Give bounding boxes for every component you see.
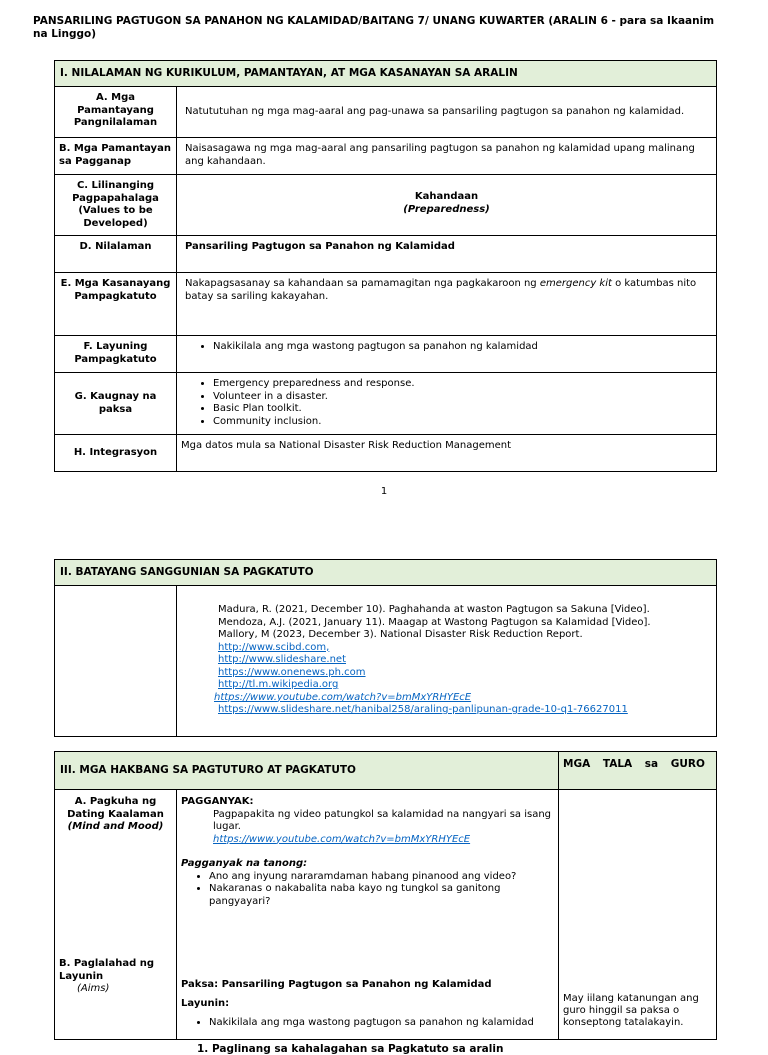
row-c-value-cell: [177, 175, 717, 236]
teaching-steps-table: [54, 751, 717, 1040]
row-e-value-post: o katumbas nito batay sa sariling kakayahan.: [185, 278, 696, 302]
paksa-text: Paksa: Pansariling Pagtugon sa Panahon ng Kalamidad: [181, 979, 553, 992]
steps-label-cell: [55, 790, 177, 1040]
pagganyak-title: PAGGANYAK:: [181, 796, 554, 809]
row-g-value: [177, 373, 717, 435]
list-item: • Volunteer in a disaster.: [213, 391, 708, 404]
section2-header: II. BATAYANG SANGGUNIAN SA PAGKATUTO: [55, 560, 717, 586]
row-g-label: G. Kaugnay na paksa: [55, 373, 177, 435]
row-b-value: Naisasagawa ng mga mag-aaral ang pansariling pagtugon sa panahon ng kalamidad upang malinang ang kahandaan.: [177, 138, 717, 175]
steps-content-cell: [177, 790, 559, 1040]
step-b-label-en: (Aims): [59, 983, 171, 996]
reference-link[interactable]: http://www.slideshare.net: [218, 654, 346, 665]
note-b: May iilang katanungan ang guro hinggil sa paksa o konseptong tatalakayin.: [563, 993, 711, 1029]
row-f-label: F. Layuning Pampagkatuto: [55, 336, 177, 373]
references-cell: [177, 586, 717, 737]
section1-header: I. NILALAMAN NG KURIKULUM, PAMANTAYAN, AT MGA KASANAYAN SA ARALIN: [55, 61, 717, 87]
list-item: • Nakikilala ang mga wastong pagtugon sa panahon ng kalamidad: [209, 1017, 553, 1030]
reference-link[interactable]: https://www.slideshare.net/hanibal258/araling-panlipunan-grade-10-q1-76627011: [218, 704, 628, 715]
row-d-value: Pansariling Pagtugon sa Panahon ng Kalamidad: [177, 236, 717, 273]
row-d-label: D. Nilalaman: [55, 236, 177, 273]
reference-link[interactable]: http://www.scibd.com,: [218, 642, 329, 653]
row-c-value: Kahandaan: [185, 191, 708, 204]
reference-link[interactable]: http://tl.m.wikipedia.org: [218, 679, 338, 690]
layunin-title: Layunin:: [181, 998, 553, 1011]
reference-item: Madura, R. (2021, December 10). Paghahanda at waston Pagtugon sa Sakuna [Video].: [218, 604, 708, 617]
row-e-value-pre: Nakapagsasanay sa kahandaan sa pamamagitan nga pagkakaroon ng: [185, 278, 540, 289]
row-a-value: Natututuhan ng mga mag-aaral ang pag-unawa sa pansariling pagtugon sa panahon ng kalamidad.: [177, 87, 717, 138]
list-item: • Nakaranas o nakabalita naba kayo ng tungkol sa ganitong pangyayari?: [209, 883, 554, 908]
pagganyak-link[interactable]: https://www.youtube.com/watch?v=bmMxYRHYEcE: [213, 834, 470, 845]
step-a-label-en: (Mind and Mood): [57, 821, 174, 834]
section3-header: III. MGA HAKBANG SA PAGTUTURO AT PAGKATUTO: [55, 752, 559, 790]
step-a-label: A. Pagkuha ng Dating Kaalaman: [57, 796, 174, 821]
list-item: • Community inclusion.: [213, 416, 708, 429]
row-f-value: [177, 336, 717, 373]
document-title: PANSARILING PAGTUGON SA PANAHON NG KALAMIDAD/BAITANG 7/ UNANG KUWARTER (ARALIN 6 - para sa Ikaanim na Linggo): [33, 15, 723, 41]
page-number: 1: [0, 486, 768, 497]
notes-header: MGA TALA sa GURO: [559, 752, 717, 790]
references-empty-cell: [55, 586, 177, 737]
list-item: • Basic Plan toolkit.: [213, 403, 708, 416]
row-b-label: B. Mga Pamantayan sa Pagganap: [55, 138, 177, 175]
tanong-title: Pagganyak na tanong:: [181, 858, 554, 871]
list-item: • Emergency preparedness and response.: [213, 378, 708, 391]
row-c-value-en: (Preparedness): [185, 204, 708, 217]
reference-item: Mallory, M (2023, December 3). National Disaster Risk Reduction Report.: [218, 629, 708, 642]
row-a-label: A. Mga Pamantayang Pangnilalaman: [55, 87, 177, 138]
row-e-label: E. Mga Kasanayang Pampagkatuto: [55, 273, 177, 336]
row-e-value-em: emergency kit: [540, 278, 612, 289]
reference-link[interactable]: https://www.youtube.com/watch?v=bmMxYRHYEcE: [214, 692, 471, 703]
step1-heading: 1. Paglinang sa kahalagahan sa Pagkatuto sa aralin: [181, 1043, 553, 1055]
curriculum-table: [54, 60, 717, 472]
list-item: • Ano ang inyung nararamdaman habang pinanood ang video?: [209, 871, 554, 884]
notes-cell: [559, 790, 717, 1040]
reference-link[interactable]: https://www.onenews.ph.com: [218, 667, 366, 678]
row-c-label: C. Lilinanging Pagpapahalaga (Values to be Developed): [55, 175, 177, 236]
row-h-value: Mga datos mula sa National Disaster Risk Reduction Management: [177, 435, 717, 472]
references-table: [54, 559, 717, 737]
pagganyak-text: Pagpapakita ng video patungkol sa kalamidad na nangyari sa isang lugar.: [181, 809, 554, 834]
reference-item: Mendoza, A.J. (2021, January 11). Maagap at Wastong Pagtugon sa Kalamidad [Video].: [218, 617, 708, 630]
row-h-label: H. Integrasyon: [55, 435, 177, 472]
row-e-value: [177, 273, 717, 336]
list-item: • Nakikilala ang mga wastong pagtugon sa panahon ng kalamidad: [213, 341, 708, 354]
step-b-label: B. Paglalahad ng Layunin: [59, 958, 171, 983]
